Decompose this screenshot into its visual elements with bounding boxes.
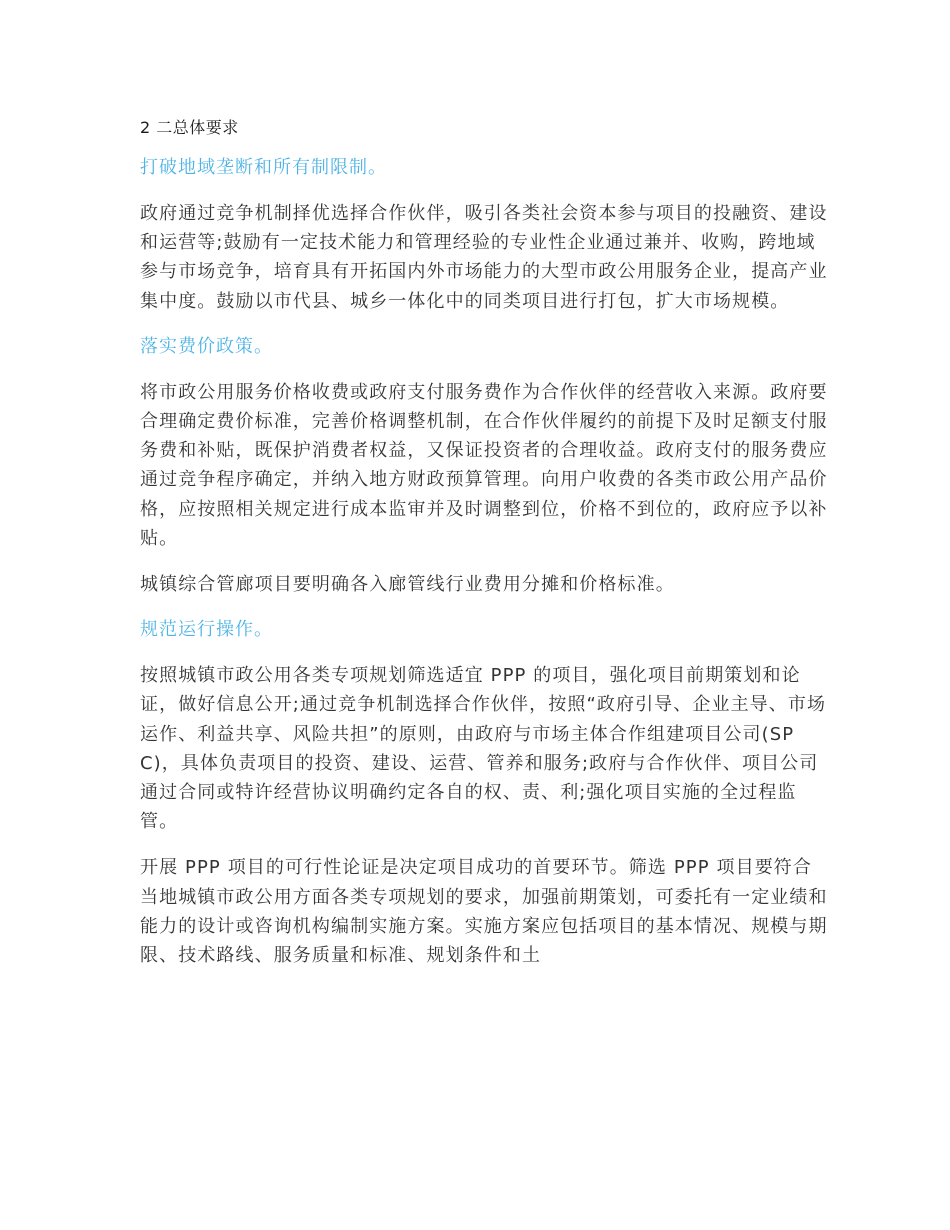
- paragraph: 按照城镇市政公用各类专项规划筛选适宜 PPP 的项目，强化项目前期策划和论证，做好信息公开;通过竞争机制选择合作伙伴，按照“政府引导、企业主导、市场运作、利益共享、风险共担”的原则，由政府与市场主体合作组建项目公司(SPC)，具体负责项目的投资、建设、运营、管养和服务;政府与合作伙伴、项目公司通过合同或特许经营协议明确约定各自的权、责、利;强化项目实施的全过程监管。: [140, 665, 827, 833]
- section-title: 2 二总体要求: [140, 118, 239, 137]
- heading-break-monopoly: 打破地域垄断和所有制限制。: [140, 157, 387, 178]
- document-page: [140, 116, 830, 987]
- paragraph: 城镇综合管廊项目要明确各入廊管线行业费用分摊和价格标准。: [140, 574, 675, 596]
- paragraph: 将市政公用服务价格收费或政府支付服务费作为合作伙伴的经营收入来源。政府要合理确定费价标准，完善价格调整机制，在合作伙伴履约的前提下及时足额支付服务费和补贴，既保护消费者权益，又保证投资者的合理收益。政府支付的服务费应通过竞争程序确定，并纳入地方财政预算管理。向用户收费的各类市政公用产品价格，应按照相关规定进行成本监审并及时调整到位，价格不到位的，政府应予以补贴。: [140, 381, 828, 549]
- heading-standard-operation: 规范运行操作。: [140, 619, 273, 641]
- paragraph: 开展 PPP 项目的可行性论证是决定项目成功的首要环节。筛选 PPP 项目要符合当地城镇市政公用方面各类专项规划的要求，加强前期策划，可委托有一定业绩和能力的设计或咨询机构编制实施方案。实施方案应包括项目的基本情况、规模与期限、技术路线、服务质量和标准、规划条件和土: [140, 857, 828, 967]
- paragraph: 政府通过竞争机制择优选择合作伙伴，吸引各类社会资本参与项目的投融资、建设和运营等;鼓励有一定技术能力和管理经验的专业性企业通过兼并、收购，跨地域参与市场竞争，培育具有开拓国内外市场能力的大型市政公用服务企业，提高产业集中度。鼓励以市代县、城乡一体化中的同类项目进行打包，扩大市场规模。: [140, 203, 828, 312]
- heading-fee-policy: 落实费价政策。: [140, 335, 273, 357]
